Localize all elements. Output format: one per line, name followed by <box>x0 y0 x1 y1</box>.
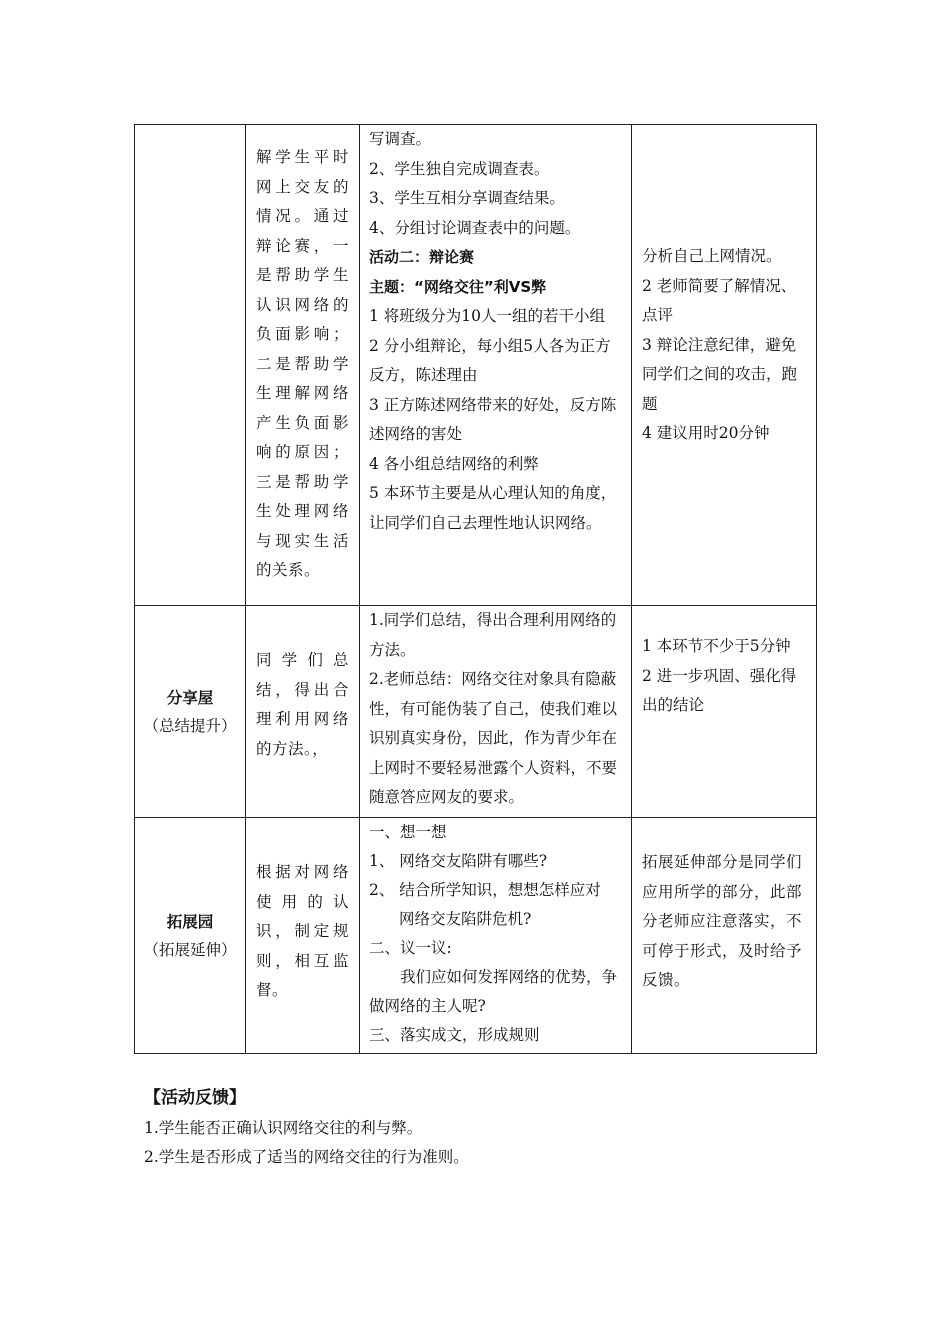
note-line: 3 辩论注意纪律，避免同学们之间的攻击，跑题 <box>642 335 798 413</box>
step-line: 4 各小组总结网络的利弊 <box>369 454 539 473</box>
topic-title: 主题：“网络交往”利VS弊 <box>369 277 547 296</box>
purpose-text: 同学们总结，得出合理利用网络的方法。， <box>256 651 349 758</box>
note-line: 分析自己上网情况。 <box>642 247 782 265</box>
step-line: 5 本环节主要是从心理认知的角度，让同学们自己去理性地认识网络。 <box>369 484 617 532</box>
notes-cell <box>632 818 817 1054</box>
feedback-item: 2.学生是否形成了适当的网络交往的行为准则。 <box>144 1148 469 1166</box>
purpose-text: 根据对网络使用的认识，制定规则，相互监督。 <box>256 863 349 999</box>
phase-name: 分享屋 <box>166 688 214 707</box>
process-line: 写调查。 <box>369 130 432 148</box>
purpose-cell <box>246 818 360 1054</box>
note-line: 1 本环节不少于5分钟 <box>642 637 791 655</box>
question-line: 网络交友陷阱危机? <box>399 910 532 928</box>
question-line: 2、 结合所学知识，想想怎样应对 <box>369 881 601 899</box>
process-line: 1.同学们总结，得出合理利用网络的方法。 <box>369 611 617 659</box>
discuss-text: 我们应如何发挥网络的优势，争做网络的主人呢? <box>369 968 618 1015</box>
phase-cell <box>135 125 246 606</box>
feedback-item: 1.学生能否正确认识网络交往的利与弊。 <box>144 1119 423 1137</box>
table-row <box>135 125 817 606</box>
note-line: 2 进一步巩固、强化得出的结论 <box>642 666 797 714</box>
feedback-title: 【活动反馈】 <box>144 1088 246 1108</box>
phase-subtitle: （拓展延伸） <box>143 940 237 959</box>
activity-title: 活动二：辩论赛 <box>369 248 475 266</box>
process-cell <box>360 125 632 606</box>
process-line: 3、学生互相分享调查结果。 <box>369 189 565 207</box>
process-line: 2、学生独自完成调查表。 <box>369 159 550 178</box>
notes-cell <box>632 606 817 818</box>
question-line: 1、 网络交友陷阱有哪些? <box>369 852 548 870</box>
notes-cell <box>632 125 817 606</box>
purpose-cell <box>246 606 360 818</box>
process-cell <box>360 818 632 1054</box>
step-line: 3 正方陈述网络带来的好处，反方陈述网络的害处 <box>369 395 617 443</box>
lesson-plan-table <box>134 124 817 1054</box>
process-heading: 一、想一想 <box>369 823 447 841</box>
phase-name: 拓展园 <box>166 912 214 931</box>
note-line: 2 老师简要了解情况、点评 <box>642 276 797 324</box>
process-cell <box>360 606 632 818</box>
process-line: 4、分组讨论调查表中的问题。 <box>369 218 581 237</box>
purpose-cell <box>246 125 360 606</box>
purpose-text: 解学生平时网上交友的情况。通过辩论赛，一是帮助学生认识网络的负面影响；二是帮助学生理解网络产生负面影响的原因；三是帮助学生处理网络与现实生活的关系。 <box>256 148 349 579</box>
table-row <box>135 818 817 1054</box>
note-line: 4 建议用时20分钟 <box>642 424 770 442</box>
step-line: 2 分小组辩论，每小组5人各为正方反方，陈述理由 <box>369 336 611 384</box>
note-line: 拓展延伸部分是同学们应用所学的部分，此部分老师应注意落实，不可停于形式，及时给予反馈。 <box>642 853 803 989</box>
phase-subtitle: （总结提升） <box>143 716 237 735</box>
process-line: 2.老师总结：网络交往对象具有隐蔽性，有可能伪装了自己，使我们难以识别真实身份，因此，作为青少年在上网时不要轻易泄露个人资料，不要随意答应网友的要求。 <box>369 670 618 806</box>
step-line: 1 将班级分为10人一组的若干小组 <box>369 307 606 325</box>
process-heading: 三、落实成文，形成规则 <box>369 1026 540 1044</box>
phase-cell <box>135 818 246 1054</box>
process-heading: 二、议一议: <box>369 939 452 957</box>
phase-cell <box>135 606 246 818</box>
table-row <box>135 606 817 818</box>
feedback-section <box>144 1083 469 1172</box>
